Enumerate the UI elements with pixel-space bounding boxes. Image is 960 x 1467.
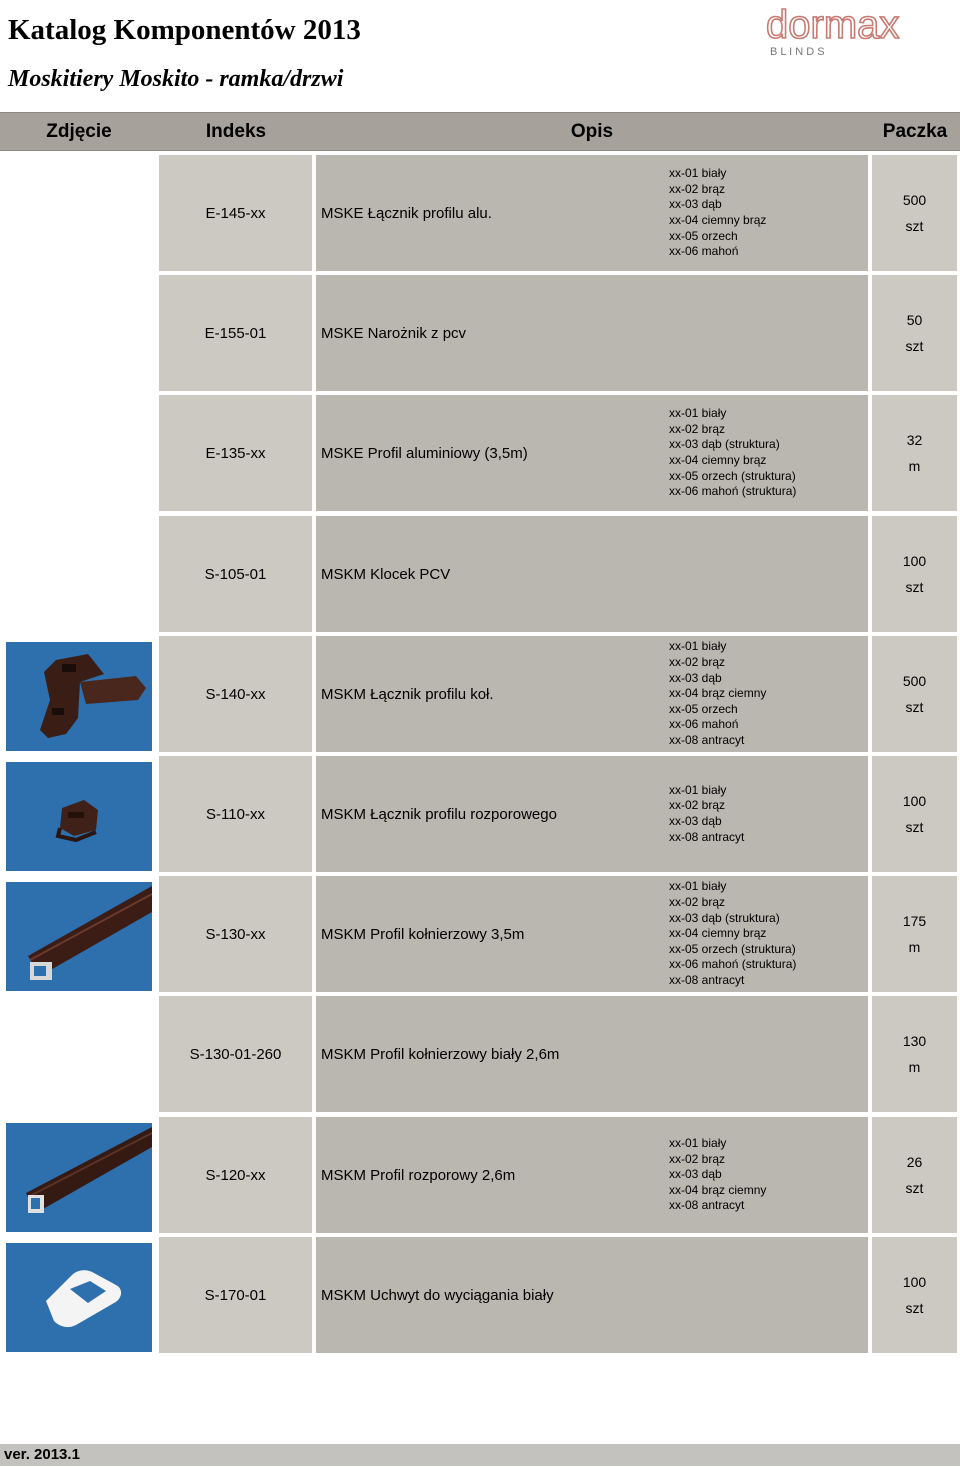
dormax-logo — [764, 4, 954, 58]
package-quantity: 100 — [902, 793, 927, 809]
product-photo — [6, 762, 152, 871]
product-description — [316, 756, 868, 872]
package-unit: m — [908, 458, 921, 474]
table-header — [0, 112, 960, 151]
table-row — [0, 1117, 960, 1235]
table-row — [0, 636, 960, 754]
package-cell — [872, 275, 957, 391]
color-option: xx-08 antracyt — [669, 829, 745, 844]
product-description — [316, 395, 868, 511]
product-description — [316, 876, 868, 992]
package-unit: szt — [905, 1300, 924, 1316]
package-cell — [872, 996, 957, 1112]
color-option: xx-02 brąz — [669, 895, 726, 910]
column-header-photo: Zdjęcie — [46, 121, 112, 142]
table-row — [0, 1237, 960, 1355]
product-description — [316, 275, 868, 391]
package-unit: szt — [905, 579, 924, 595]
package-cell — [872, 876, 957, 992]
product-index: S-105-01 — [159, 516, 312, 632]
color-option: xx-06 mahoń — [669, 244, 739, 259]
product-photo — [6, 882, 152, 991]
package-quantity: 175 — [902, 913, 927, 929]
package-quantity: 26 — [906, 1154, 923, 1170]
color-option: xx-03 dąb (struktura) — [669, 437, 780, 452]
column-header-description: Opis — [570, 121, 614, 142]
package-cell — [872, 155, 957, 271]
table-row — [0, 876, 960, 994]
color-option: xx-04 brąz ciemny — [669, 686, 767, 701]
product-name: MSKM Profil rozporowy 2,6m — [321, 1166, 516, 1184]
product-index: S-140-xx — [159, 636, 312, 752]
logo-subtext: B L I N D S — [770, 46, 825, 58]
color-options — [669, 155, 864, 271]
color-option: xx-08 antracyt — [669, 732, 745, 747]
product-photo — [6, 1123, 152, 1232]
column-header-package: Paczka — [882, 121, 948, 142]
product-description — [316, 636, 868, 752]
product-name: MSKM Klocek PCV — [321, 565, 451, 583]
color-option: xx-01 biały — [669, 406, 727, 421]
color-option: xx-02 brąz — [669, 655, 726, 670]
table-row — [0, 275, 960, 393]
product-index: S-110-xx — [159, 756, 312, 872]
product-name: MSKM Łącznik profilu rozporowego — [321, 805, 557, 823]
product-photo — [6, 642, 152, 751]
column-header-index: Indeks — [205, 121, 267, 142]
color-option: xx-02 brąz — [669, 181, 726, 196]
product-name: MSKM Uchwyt do wyciągania biały — [321, 1286, 554, 1304]
logo-wordmark: dormax — [766, 4, 900, 47]
table-row — [0, 516, 960, 634]
color-option: xx-01 biały — [669, 1136, 727, 1151]
product-description — [316, 996, 868, 1112]
color-option: xx-05 orzech — [669, 228, 738, 243]
color-options — [669, 395, 864, 511]
color-options — [669, 756, 864, 872]
table-row — [0, 395, 960, 513]
product-name: MSKM Łącznik profilu koł. — [321, 685, 494, 703]
product-index: S-130-xx — [159, 876, 312, 992]
color-option: xx-02 brąz — [669, 798, 726, 813]
package-cell — [872, 516, 957, 632]
package-unit: szt — [905, 699, 924, 715]
color-option: xx-01 biały — [669, 879, 727, 894]
package-quantity: 500 — [902, 192, 927, 208]
catalog-subtitle: Moskitiery Moskito - ramka/drzwi — [8, 66, 344, 92]
product-index: E-155-01 — [159, 275, 312, 391]
package-quantity: 500 — [902, 673, 927, 689]
color-option: xx-08 antracyt — [669, 1198, 745, 1213]
color-option: xx-05 orzech (struktura) — [669, 941, 796, 956]
footer-bar — [0, 1444, 960, 1466]
color-options — [669, 996, 864, 1112]
color-option: xx-05 orzech — [669, 701, 738, 716]
package-unit: szt — [905, 1180, 924, 1196]
color-options — [669, 1117, 864, 1233]
package-unit: szt — [905, 338, 924, 354]
color-option: xx-03 dąb — [669, 197, 722, 212]
color-option: xx-03 dąb — [669, 670, 722, 685]
color-option: xx-04 ciemny brąz — [669, 926, 767, 941]
color-option: xx-06 mahoń — [669, 717, 739, 732]
package-unit: szt — [905, 819, 924, 835]
table-row — [0, 996, 960, 1114]
color-option: xx-01 biały — [669, 639, 727, 654]
color-option: xx-03 dąb — [669, 814, 722, 828]
color-options — [669, 876, 864, 992]
color-option: xx-02 brąz — [669, 421, 726, 436]
product-index: E-145-xx — [159, 155, 312, 271]
color-options — [669, 516, 864, 632]
package-unit: m — [908, 1059, 921, 1075]
color-options — [669, 636, 864, 752]
product-description — [316, 1117, 868, 1233]
package-quantity: 32 — [906, 432, 923, 448]
color-option: xx-04 brąz ciemny — [669, 1182, 767, 1197]
product-photo — [6, 1243, 152, 1352]
package-quantity: 130 — [902, 1033, 927, 1049]
product-name: MSKE Łącznik profilu alu. — [321, 204, 492, 222]
product-description — [316, 1237, 868, 1353]
table-row — [0, 756, 960, 874]
color-option: xx-06 mahoń (struktura) — [669, 957, 797, 972]
product-index: E-135-xx — [159, 395, 312, 511]
package-quantity: 100 — [902, 553, 927, 569]
product-index: S-130-01-260 — [159, 996, 312, 1112]
package-cell — [872, 636, 957, 752]
package-quantity: 100 — [902, 1274, 927, 1290]
color-option: xx-06 mahoń (struktura) — [669, 484, 797, 499]
product-name: MSKM Profil kołnierzowy biały 2,6m — [321, 1045, 560, 1063]
package-cell — [872, 1237, 957, 1353]
catalog-title: Katalog Komponentów 2013 — [8, 14, 361, 46]
package-unit: m — [908, 939, 921, 955]
product-name: MSKE Profil aluminiowy (3,5m) — [321, 444, 528, 462]
color-options — [669, 1237, 864, 1353]
color-option: xx-03 dąb — [669, 1167, 722, 1182]
product-description — [316, 155, 868, 271]
product-name: MSKM Profil kołnierzowy 3,5m — [321, 925, 525, 943]
color-options — [669, 275, 864, 391]
package-unit: szt — [905, 218, 924, 234]
product-index: S-170-01 — [159, 1237, 312, 1353]
product-name: MSKE Narożnik z pcv — [321, 324, 467, 342]
product-index: S-120-xx — [159, 1117, 312, 1233]
color-option: xx-03 dąb (struktura) — [669, 910, 780, 925]
package-cell — [872, 1117, 957, 1233]
color-option: xx-01 biały — [669, 782, 727, 797]
version-label: ver. 2013.1 — [4, 1446, 80, 1463]
package-quantity: 50 — [906, 312, 923, 328]
package-cell — [872, 756, 957, 872]
product-description — [316, 516, 868, 632]
package-cell — [872, 395, 957, 511]
color-option: xx-01 biały — [669, 166, 727, 181]
color-option: xx-02 brąz — [669, 1151, 726, 1166]
color-option: xx-05 orzech (struktura) — [669, 468, 796, 483]
color-option: xx-04 ciemny brąz — [669, 453, 767, 467]
table-row — [0, 155, 960, 273]
color-option: xx-04 ciemny brąz — [669, 213, 767, 227]
color-option: xx-08 antracyt — [669, 972, 745, 987]
